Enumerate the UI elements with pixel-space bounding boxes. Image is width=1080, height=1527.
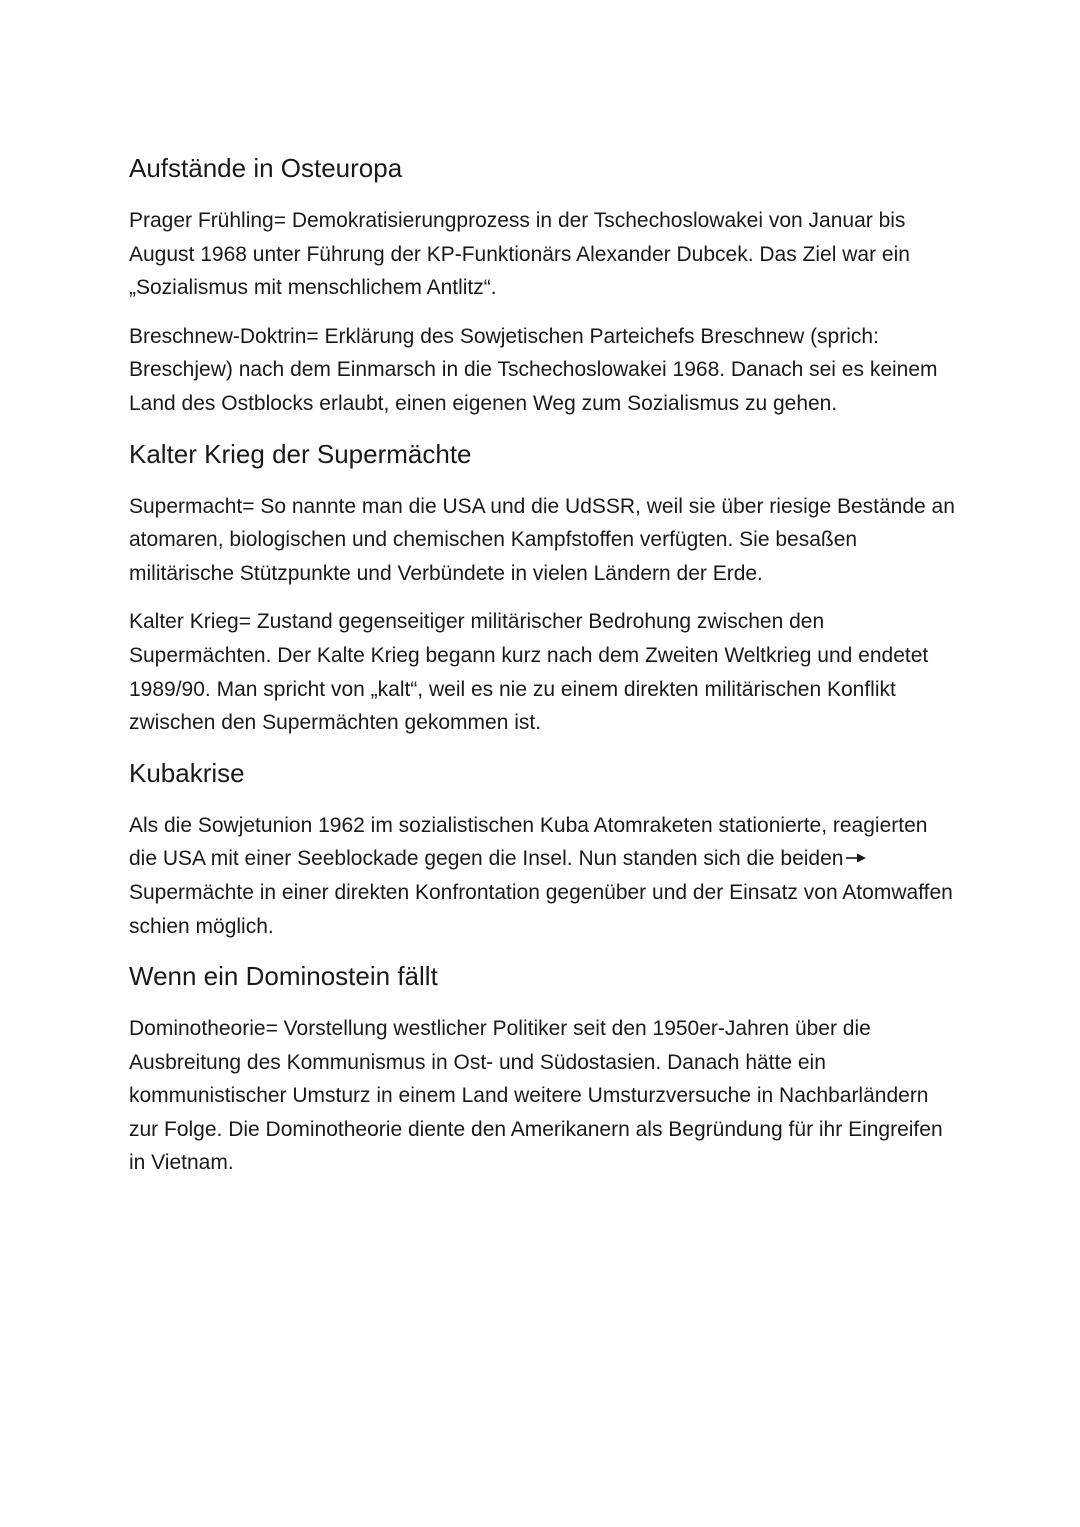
section-kubakrise	[129, 755, 959, 943]
paragraph-kalter-krieg: Kalter Krieg= Zustand gegenseitiger militärischer Bedrohung zwischen den Supermächten. Der Kalte Krieg begann kurz nach dem Zweiten Weltkrieg und endetet 1989/90. Man spricht von „kalt“, weil es nie zu einem direkten militärischen Konflikt zwischen den Supermächten gekommen ist.	[129, 610, 929, 735]
section-heading: Wenn ein Dominostein fällt	[129, 961, 438, 992]
paragraph-kubakrise	[129, 809, 959, 943]
paragraph-text-before-arrow: Als die Sowjetunion 1962 im sozialistischen Kuba Atomraketen stationierte, reagierten die USA mit einer Seeblockade gegen die Insel. Nun standen sich die beiden	[129, 813, 928, 871]
section-dominostein	[129, 958, 959, 1180]
section-kalter-krieg	[129, 436, 959, 740]
paragraph-dominotheorie: Dominotheorie= Vorstellung westlicher Politiker seit den 1950er-Jahren über die Ausbreitung des Kommunismus in Ost- und Südostasien. Danach hätte ein kommunistischer Umsturz in einem Land weitere Umsturzversuche in Nachbarländern zur Folge. Die Dominotheorie diente den Amerikanern als Begründung für ihr Eingreifen in Vietnam.	[129, 1017, 943, 1175]
paragraph-prager-fruehling: Prager Frühling= Demokratisierungprozess in der Tschechoslowakei von Januar bis August 1968 unter Führung der KP-Funktionärs Alexander Dubcek. Das Ziel war ein „Sozialismus mit menschlichem Antlitz“.	[129, 209, 910, 300]
section-aufstaende	[129, 150, 959, 421]
arrow-right-icon	[845, 852, 867, 864]
section-heading: Aufstände in Osteuropa	[129, 153, 403, 183]
paragraph-supermacht: Supermacht= So nannte man die USA und die UdSSR, weil sie über riesige Bestände an atomaren, biologischen und chemischen Kampfstoffen verfügten. Sie besaßen militärische Stützpunkte und Verbündete in vielen Ländern der Erde.	[129, 494, 955, 585]
section-heading: Kubakrise	[129, 757, 245, 788]
document-page	[129, 150, 959, 1195]
paragraph-breschnew-doktrin: Breschnew-Doktrin= Erklärung des Sowjetischen Parteichefs Breschnew (sprich: Breschjew) nach dem Einmarsch in die Tschechoslowakei 1968. Danach sei es keinem Land des Ostblocks erlaubt, einen eigenen Weg zum Sozialismus zu gehen.	[129, 324, 938, 415]
paragraph-text-after-arrow: Supermächte in einer direkten Konfrontation gegenüber und der Einsatz von Atomwaffen schien möglich.	[129, 880, 953, 938]
section-heading: Kalter Krieg der Supermächte	[129, 438, 472, 469]
